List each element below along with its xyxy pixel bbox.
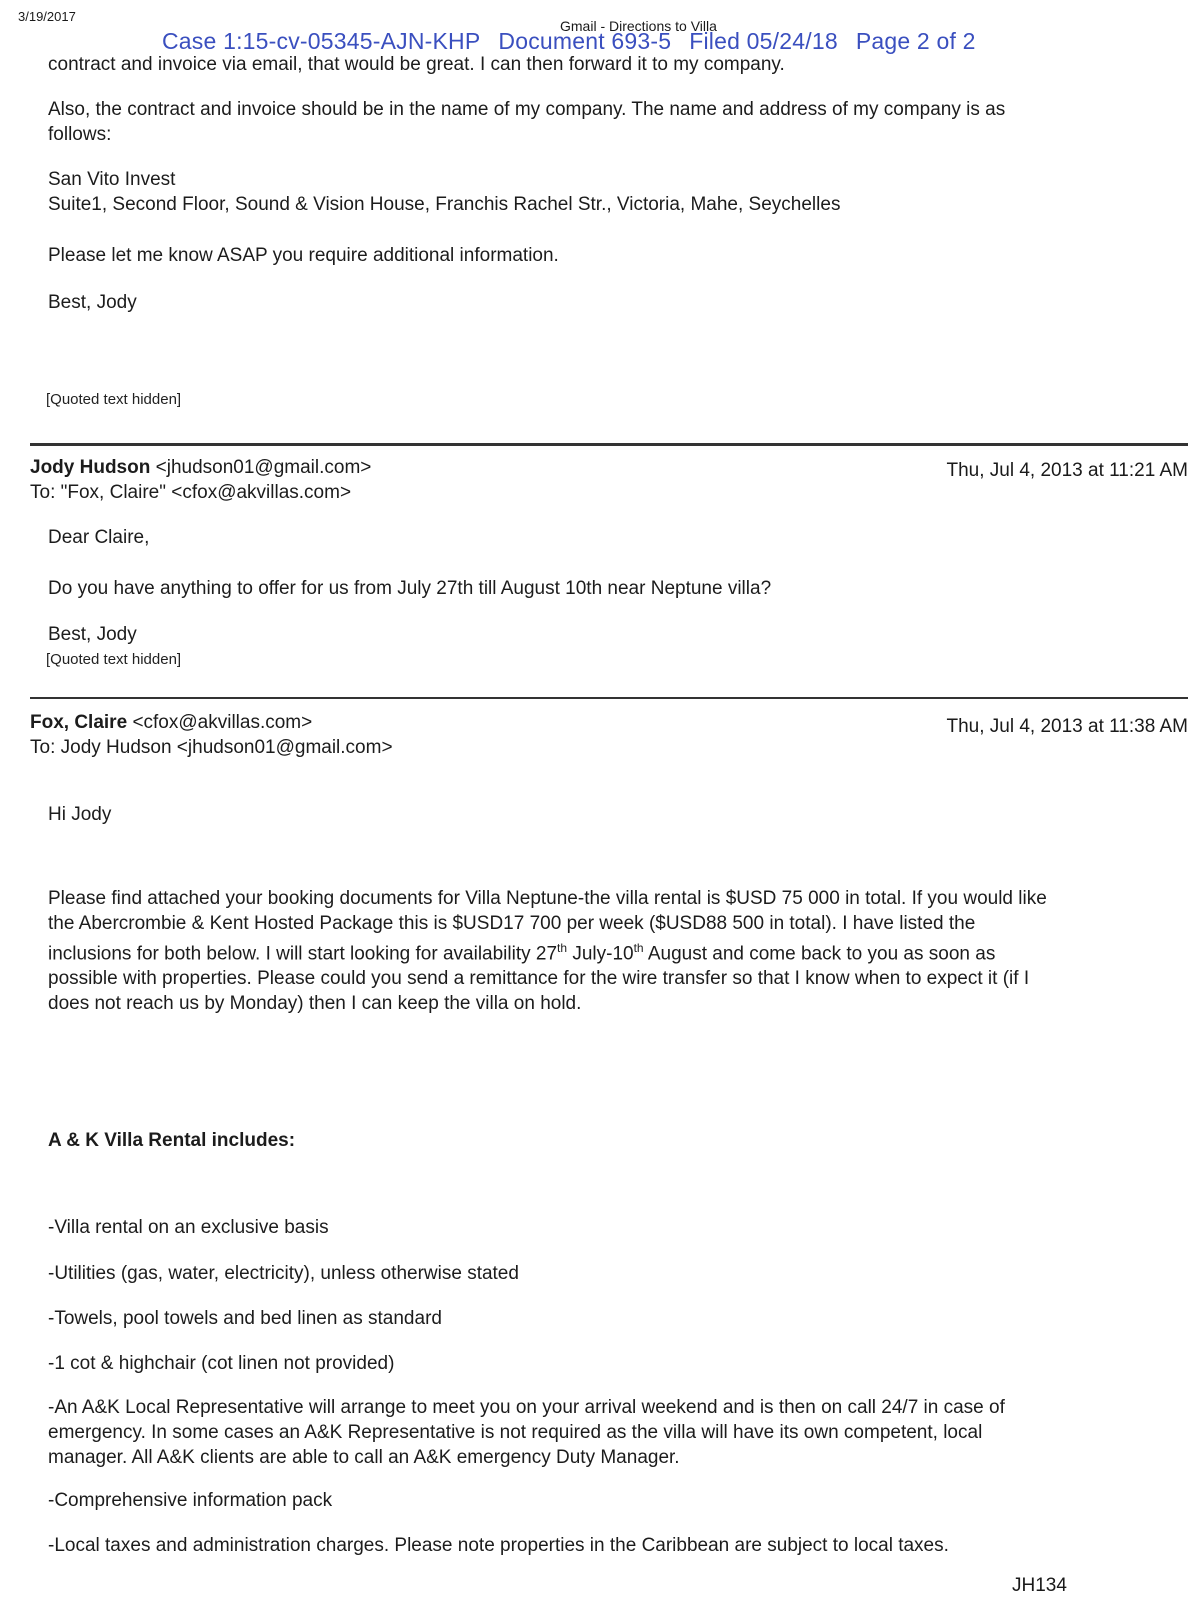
superscript: th [557,941,568,955]
inclusion-item: -Utilities (gas, water, electricity), unless otherwise stated [48,1263,519,1284]
text-span: inclusions for both below. I will start looking for availability 27 [48,943,558,965]
text-span: July-10 [567,943,634,965]
message2-greeting: Dear Claire, [48,527,150,548]
text-line: manager. All A&K clients are able to call an A&K emergency Duty Manager. [48,1447,680,1468]
message2-body: Do you have anything to offer for us from July 27th till August 10th near Neptune villa? [48,578,772,599]
text-line: follows: [48,124,112,145]
sender-email: <jhudson01@gmail.com> [155,457,372,478]
sender-name: Fox, Claire [30,712,128,733]
inclusion-item: -Towels, pool towels and bed linen as standard [48,1308,442,1329]
inclusion-item: -Comprehensive information pack [48,1490,333,1511]
text-line: Please find attached your booking documents for Villa Neptune-the villa rental is $USD 75 000 in total. If you would like [48,888,1047,909]
quoted-text-hidden-link[interactable]: [Quoted text hidden] [46,391,182,408]
message2-signoff: Best, Jody [48,624,137,645]
message-divider [30,443,1188,446]
inclusion-item [48,1395,1178,1470]
text-line: -An A&K Local Representative will arrange to meet you on your arrival weekend and is then on call 24/7 in case of [48,1397,1005,1418]
text-line [48,936,1178,966]
inclusion-item: -Villa rental on an exclusive basis [48,1217,329,1238]
page-indicator: Page 2 of 2 [855,28,976,54]
text-line: does not reach us by Monday) then I can keep the villa on hold. [48,993,582,1015]
quoted-text-hidden-link[interactable]: [Quoted text hidden] [46,651,182,668]
text-line: the Abercrombie & Kent Hosted Package this is $USD17 700 per week ($USD88 500 in total). I have listed the [48,913,976,934]
company-address: Suite1, Second Floor, Sound & Vision House, Franchis Rachel Str., Victoria, Mahe, Seychelles [48,194,841,215]
print-date: 3/19/2017 [18,9,76,24]
sender-name: Jody Hudson [30,457,151,478]
text-line: possible with properties. Please could you send a remittance for the wire transfer so that I know when to expect it (if I [48,968,1030,990]
filed-date: Filed 05/24/18 [689,28,838,54]
message2-date: Thu, Jul 4, 2013 at 11:21 AM [946,460,1188,481]
bates-number: JH134 [1012,1575,1067,1596]
info-request: Please let me know ASAP you require additional information. [48,245,559,266]
superscript: th [633,941,644,955]
inclusion-item: -Local taxes and administration charges. Please note properties in the Caribbean are subject to local taxes. [48,1535,949,1556]
court-filing-stamp [162,28,976,55]
text-span: August and come back to you as soon as [643,943,996,965]
message3-body [48,886,1178,1016]
message2-sender [30,455,371,480]
sender-email: <cfox@akvillas.com> [132,712,313,733]
message1-paragraph2 [48,97,1158,147]
message1-signoff: Best, Jody [48,292,137,313]
print-title: Gmail - Directions to Villa [560,18,717,34]
message1-line1: contract and invoice via email, that would be great. I can then forward it to my company. [48,54,785,75]
text-line: Also, the contract and invoice should be in the name of my company. The name and address of my company is as [48,99,1006,120]
message-divider [30,697,1188,699]
company-name: San Vito Invest [48,169,176,190]
document-number: Document 693-5 [498,28,672,54]
text-line: emergency. In some cases an A&K Representative is not required as the villa will have its own competent, local [48,1422,983,1443]
message3-date: Thu, Jul 4, 2013 at 11:38 AM [946,716,1188,737]
inclusion-item: -1 cot & highchair (cot linen not provided) [48,1353,395,1374]
message3-recipient: To: Jody Hudson <jhudson01@gmail.com> [30,737,393,758]
section-title: A & K Villa Rental includes: [48,1130,296,1151]
message3-greeting: Hi Jody [48,804,112,825]
message3-sender [30,710,312,735]
message2-recipient: To: "Fox, Claire" <cfox@akvillas.com> [30,482,352,503]
case-number: Case 1:15-cv-05345-AJN-KHP [162,28,481,54]
